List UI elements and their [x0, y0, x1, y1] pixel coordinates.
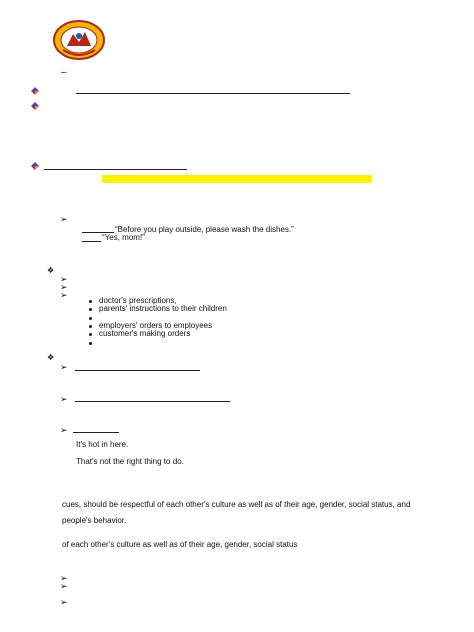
paragraph-line-1: cues, should be respectful of each other's culture as well as of their age, gender, social status, and — [62, 500, 411, 509]
university-seal-logo — [53, 20, 105, 60]
list-item: doctor's prescriptions, — [99, 296, 177, 305]
paragraph-line-2: people's behavior. — [62, 516, 127, 525]
colored-diamond-bullet-icon — [31, 102, 39, 110]
list-item: parents' instructions to their children — [99, 304, 227, 313]
dot-bullet-icon — [89, 317, 92, 320]
diamond-bullet-icon: ❖ — [47, 353, 55, 362]
arrow-bullet-icon: ➢ — [60, 394, 68, 404]
diamond-bullet-icon: ❖ — [47, 266, 55, 275]
statement-1: It's hot in here. — [76, 440, 129, 449]
blank-line — [75, 370, 200, 371]
dot-bullet-icon — [89, 342, 92, 345]
arrow-bullet-icon: ➢ — [60, 282, 68, 292]
seal-icon — [53, 20, 105, 60]
dot-bullet-icon — [89, 325, 92, 328]
arrow-bullet-icon: ➢ — [60, 214, 68, 224]
list-item: employers' orders to employees — [99, 321, 213, 330]
colored-diamond-bullet-icon — [31, 87, 39, 95]
dash-mark: – — [61, 67, 67, 78]
highlighted-text-bar — [102, 175, 372, 183]
blank-line — [44, 169, 187, 170]
arrow-bullet-icon: ➢ — [60, 362, 68, 372]
blank-line — [73, 432, 119, 433]
arrow-bullet-icon: ➢ — [60, 290, 68, 300]
dot-bullet-icon — [89, 308, 92, 311]
arrow-bullet-icon: ➢ — [60, 274, 68, 284]
list-item: customer's making orders — [99, 329, 191, 338]
arrow-bullet-icon: ➢ — [60, 597, 68, 607]
statement-2: That's not the right thing to do. — [76, 457, 184, 466]
arrow-bullet-icon: ➢ — [60, 573, 68, 583]
dialogue-line-1: “Before you play outside, please wash the dishes.” — [115, 225, 294, 234]
dialogue-line-2: “Yes, mom!” — [102, 233, 145, 242]
paragraph-line-3: of each other's culture as well as of their age, gender, social status — [62, 540, 298, 549]
arrow-bullet-icon: ➢ — [60, 425, 68, 435]
dot-bullet-icon — [89, 300, 92, 303]
blank-line — [82, 241, 101, 242]
arrow-bullet-icon: ➢ — [60, 581, 68, 591]
blank-line — [76, 93, 350, 94]
colored-diamond-bullet-icon — [31, 162, 39, 170]
dot-bullet-icon — [89, 333, 92, 336]
blank-line — [75, 401, 230, 402]
